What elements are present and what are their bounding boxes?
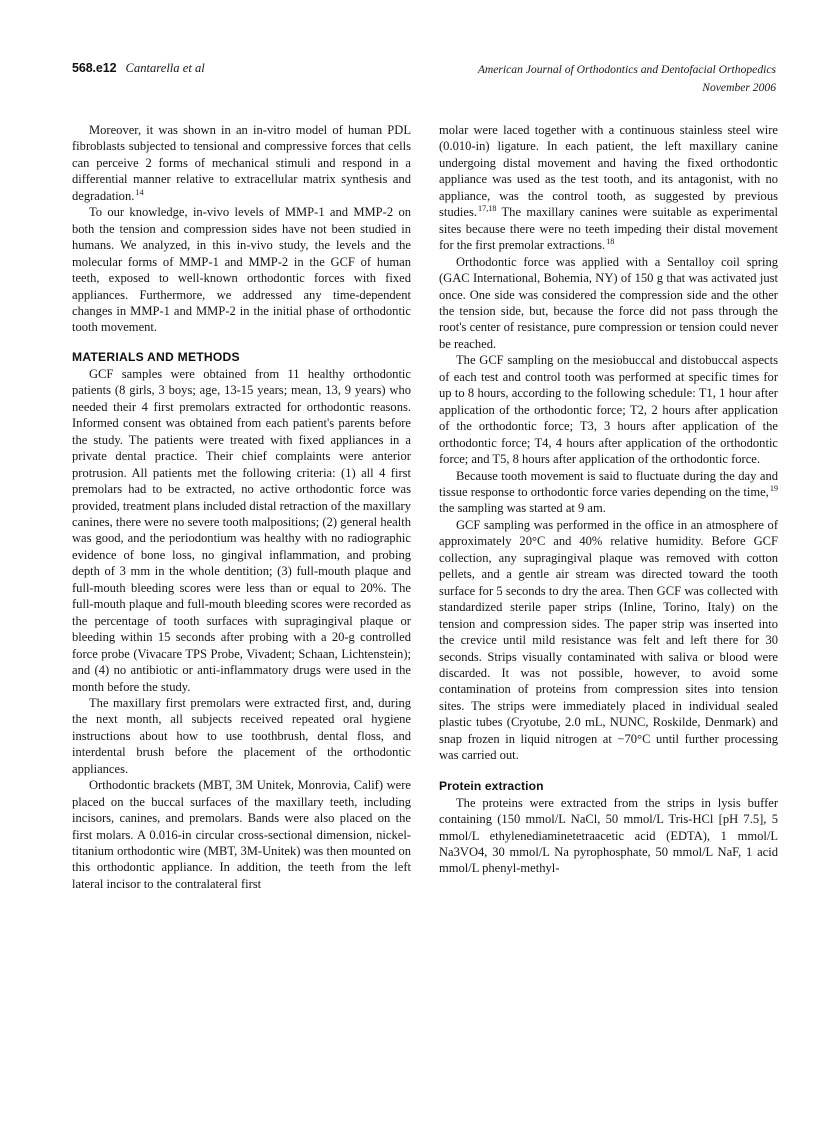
paragraph-text: The proteins were extracted from the strips in lysis buffer containing (150 mmol/L NaCl, 50 mmol/L Tris-HCl [pH 7.5], 5 mmol/L ethylenediaminetetraacetic acid (EDTA), 1 mmol/L Na3VO4, 30 mmol/L Na pyrophosphate, 50 mmol/L NaF, 1 acid mmol/L phenyl-methyl- — [439, 795, 778, 876]
paragraph-text: molar were laced together with a continuous stainless steel wire (0.010-in) ligature. In each patient, the left maxillary canine undergoing distal movement and having the fixed orthodontic appliance was used as the test tooth, and its antagonist, with no appliance, was the control tooth, as suggested by previous studies. — [439, 123, 778, 220]
paragraph-gcf-sampling-schedule — [439, 352, 778, 467]
paragraph-text: Moreover, it was shown in an in-vitro model of human PDL fibroblasts subjected to tensional and compressive forces that cells can perceive 2 forms of mechanical stimuli and respond in a differential manner relative to extracellular matrix synthesis and degradation. — [72, 123, 411, 203]
paragraph-to-our-knowledge — [72, 204, 411, 336]
running-head-authors: Cantarella et al — [125, 61, 205, 75]
paragraph-maxillary-first-premolars — [72, 695, 411, 777]
paragraph-protein-extraction — [439, 795, 778, 877]
paragraph-text: To our knowledge, in-vivo levels of MMP-1 and MMP-2 on both the tension and compression sides have not been studied in humans. We analyzed, in this in-vivo study, the levels and the molecular forms of MMP-1 and MMP-2 in the GCF of human teeth, exposed to well-known orthodontic forces with fixed appliances. Furthermore, we addressed any time-dependent changes in MMP-1 and MMP-2 in the initial phase of orthodontic tooth movement. — [72, 205, 411, 335]
reference-marker: 17,18 — [478, 204, 497, 214]
paragraph-orthodontic-brackets — [72, 777, 411, 892]
reference-marker-secondary: 18 — [606, 237, 615, 246]
paragraph-text: GCF sampling was performed in the office in an atmosphere of approximately 20°C and 40% relative humidity. Before GCF collection, any supragingival plaque was removed with cotton pellets, and a gentle air stream was directed toward the tooth surface for 5 seconds to dry the area. Then GCF was collected with standardized sterile paper strips (Inline, Torino, Italy) on the tension and compression sides. The paper strip was inserted into the crevice until mild resistance was felt and left there for 30 seconds. Strips visually contaminated with saliva or blood were discarded. It was not possible, however, to avoid some contamination of proteins from compression sites into tension sites. The strips were immediately placed in individual sealed plastic tubes (Cryotube, 2.0 mL, NUNC, Roskilde, Denmark) and snap frozen in liquid nitrogen at −70°C until further processing was carried out. — [439, 517, 778, 763]
paragraph-text: GCF samples were obtained from 11 healthy orthodontic patients (8 girls, 3 boys; age, 13-15 years; mean, 13, 9 years) who needed their 4 first premolars extracted for orthodontic reasons. Informed consent was obtained from each patient's parents before the study. The patients were treated with fixed appliances in a private dental practice. Their chief complaints were anterior protrusion. All patients met the following criteria: (1) all 4 first premolars had to be extracted, no active orthodontic force was provided, treatment plans included distal retraction of the maxillary canines, there were no severe tooth malpositions; (2) general health was good, and the periodontium was healthy with no radiographic evidence of bone loss, no gingival inflammation, and probing depth of 3 mm in the whole dentition; (3) full-mouth plaque and full-mouth bleeding scores were less than or equal to 20%. The full-mouth plaque and full-mouth bleeding scores were recorded as the percentage of tooth surfaces with supragingival plaque or bleeding within 15 seconds after probing with a 20-g controlled force probe (Vivacare TPS Probe, Vivadent; Schaan, Lichtenstein); and (4) no antibiotic or anti-inflammatory drugs were used in the month before the study. — [72, 366, 412, 694]
paragraph-gcf-samples — [72, 366, 411, 695]
journal-title: American Journal of Orthodontics and Dentofacial Orthopedics — [477, 63, 776, 76]
paragraph-gcf-sampling-office — [439, 517, 778, 764]
running-head-left — [72, 61, 205, 76]
reference-marker: 14 — [135, 187, 144, 197]
page-folio: 568.e12 — [72, 61, 117, 75]
paragraph-text-continued: the sampling was started at 9 am. — [439, 501, 606, 516]
paragraph-text-continued: The maxillary canines were suitable as experimental sites because there were no teeth impeding their distal movement for the first premolar extractions. — [439, 205, 778, 253]
body-columns — [72, 122, 778, 892]
paragraph-orthodontic-force — [439, 254, 778, 353]
left-column — [72, 122, 411, 892]
right-column — [439, 122, 778, 892]
section-heading-materials-and-methods: MATERIALS AND METHODS — [72, 349, 240, 364]
running-head-right — [478, 61, 776, 96]
subsection-heading-protein-extraction: Protein extraction — [439, 778, 544, 793]
paragraph-text: Because tooth movement is said to fluctuate during the day and tissue response to orthodontic force varies depending on the time, — [439, 468, 778, 499]
reference-marker: 19 — [769, 483, 778, 493]
paragraph-text: Orthodontic force was applied with a Sentalloy coil spring (GAC International, Bohemia, NY) of 150 g that was activated just once. One side was considered the compression side and the other the tension side, but, because the force did not pass through the root's center of resistance, pure compression or tension could never be reached. — [439, 254, 778, 351]
paragraph-text: The maxillary first premolars were extracted first, and, during the next month, all subjects received repeated oral hygiene instructions about how to use toothbrush, dental floss, and interdental brush before the placement of the orthodontic appliances. — [72, 695, 411, 776]
paragraph-moreover — [72, 122, 411, 204]
paragraph-text: The GCF sampling on the mesiobuccal and distobuccal aspects of each test and control tooth was performed at specific times for up to 8 hours, according to the following schedule: T1, 1 hour after application of the orthodontic force; T2, 2 hours after application of the orthodontic force; T3, 3 hours after application of the orthodontic force; T4, 4 hours after application of the orthodontic force; and T5, 8 hours after application of the orthodontic force. — [439, 353, 778, 467]
running-head — [72, 61, 776, 101]
paragraph-text: Orthodontic brackets (MBT, 3M Unitek, Monrovia, Calif) were placed on the buccal surfaces of the maxillary teeth, including incisors, canines, and premolars. Bands were also placed on the first molars. A 0.016-in circular cross-sectional dimension, nickel-titanium orthodontic wire (MBT, 3M-Unitek) was then mounted on this orthodontic appliance. In addition, the teeth from the left lateral incisor to the contralateral first — [72, 778, 411, 891]
paragraph-tooth-movement-fluctuate — [439, 468, 778, 517]
paragraph-molar-laced — [439, 122, 778, 254]
issue-date: November 2006 — [702, 80, 776, 94]
